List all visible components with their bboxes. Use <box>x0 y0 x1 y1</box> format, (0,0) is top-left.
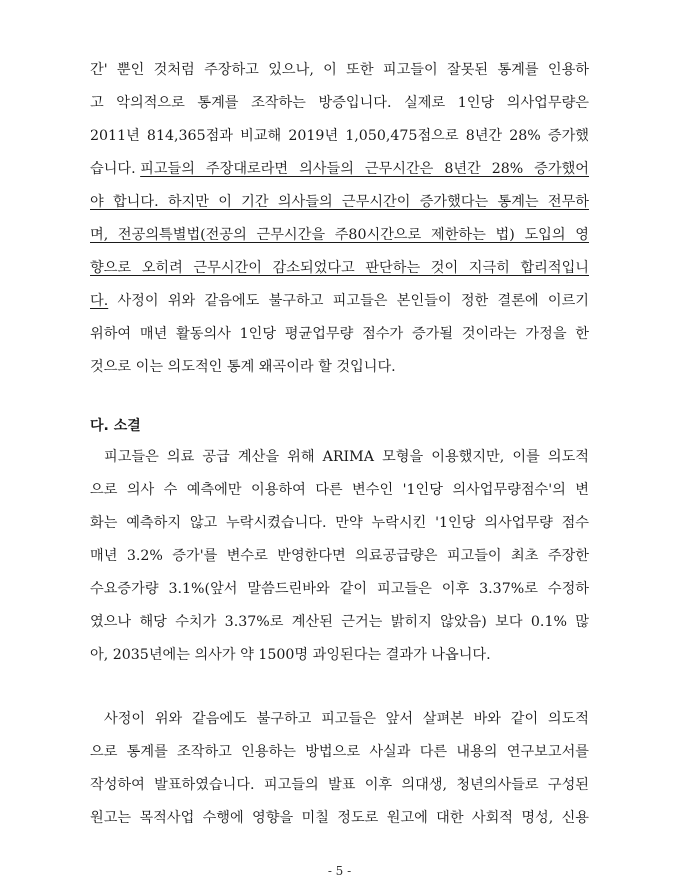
body-text-line: 으로 의사 수 예측에만 이용하여 다른 변수인 '1인당 의사업무량점수'의 변 <box>90 482 589 498</box>
underlined-text: 다. <box>90 293 109 309</box>
body-text-line: 고 악의적으로 통계를 조작하는 방증입니다. 실제로 1인당 의사업무량은 <box>90 95 589 111</box>
underlined-text-line: 며, 전공의특별법(전공의 근무시간을 주80시간으로 제한하는 법) 도입의 영 <box>90 227 589 243</box>
body-text-line: 매년 3.2% 증가'를 변수로 반영한다면 의료공급량은 피고들이 최초 주장한 <box>90 548 589 564</box>
body-text-line: 피고들은 의료 공급 계산을 위해 ARIMA 모형을 이용했지만, 이를 의도적 <box>104 449 589 465</box>
body-text-span: 사정이 위와 같음에도 불구하고 피고들은 본인들이 정한 결론에 이르기 <box>108 293 589 309</box>
body-text-line <box>90 159 589 179</box>
underlined-text: 피고들의 주장대로라면 의사들의 근무시간은 8년간 28% 증가했어 <box>140 161 589 177</box>
body-text-line: 작성하여 발표하였습니다. 피고들의 발표 이후 의대생, 청년의사들로 구성된 <box>90 777 589 793</box>
body-text-line: 화는 예측하지 않고 누락시켰습니다. 만약 누락시킨 '1인당 의사업무량 점수 <box>90 515 589 531</box>
body-text-line <box>90 291 589 311</box>
body-text-line: 으로 통계를 조작하고 인용하는 방법으로 사실과 다른 내용의 연구보고서를 <box>90 744 589 760</box>
body-text-line: 사정이 위와 같음에도 불구하고 피고들은 앞서 살펴본 바와 같이 의도적 <box>104 711 589 727</box>
section-heading: 다. 소결 <box>90 418 141 434</box>
body-text-span: 습니다. <box>90 161 141 177</box>
underlined-text-line: 향으로 오히려 근무시간이 감소되었다고 판단하는 것이 지극히 합리적입니 <box>90 260 589 276</box>
body-text-line: 였으나 해당 수치가 3.37%로 계산된 근거는 밝히지 않았음) 보다 0.1% 많 <box>90 614 589 630</box>
body-text-line: 간' 뿐인 것처럼 주장하고 있으나, 이 또한 피고들이 잘못된 통계를 인용하 <box>90 62 589 78</box>
body-text-line: 원고는 목적사업 수행에 영향을 미칠 정도로 원고에 대한 사회적 명성, 신용 <box>90 810 589 826</box>
body-text-line: 아, 2035년에는 의사가 약 1500명 과잉된다는 결과가 나옵니다. <box>90 647 491 663</box>
body-text-line: 2011년 814,365점과 비교해 2019년 1,050,475점으로 8년간 28% 증가했 <box>90 128 589 144</box>
body-text-line: 수요증가량 3.1%(앞서 말씀드린바와 같이 피고들은 이후 3.37%로 수정하 <box>90 581 589 597</box>
body-text-line: 위하여 매년 활동의사 1인당 평균업무량 점수가 증가될 것이라는 가정을 한 <box>90 326 589 342</box>
page-number: - 5 - <box>327 864 352 878</box>
underlined-text-line: 야 합니다. 하지만 이 기간 의사들의 근무시간이 증가했다는 통계는 전무하 <box>90 194 589 210</box>
body-text-line: 것으로 이는 의도적인 통계 왜곡이라 할 것입니다. <box>90 359 396 375</box>
